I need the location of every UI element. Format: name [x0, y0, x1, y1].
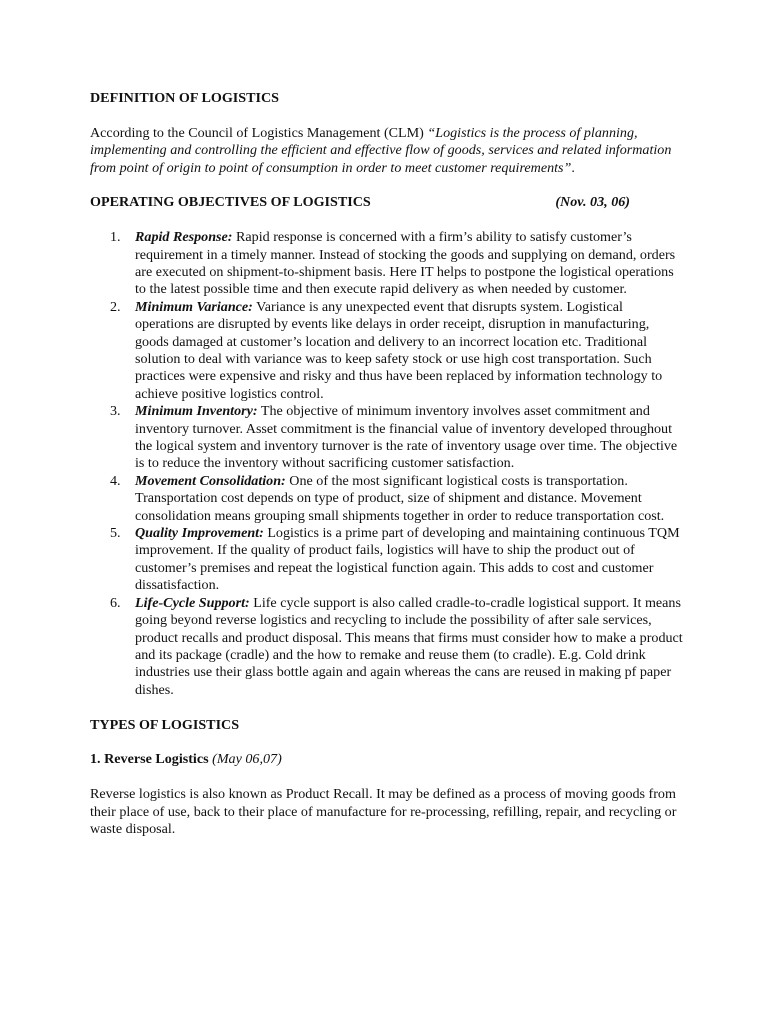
- item-number: 1.: [110, 229, 121, 246]
- document-page: [90, 87, 683, 838]
- item-text: Rapid response is concerned with a firm’s ability to satisfy customer’s requirement in a timely manner. Instead of stocking the goods and supplying on demand, orders are executed on shipment-to-shipment basis. Here IT helps to postpone the logistical operations to the latest possible time and then execute rapid delivery as when needed by customer.: [135, 229, 676, 298]
- item-number: 4.: [110, 472, 121, 489]
- objective-item: [90, 403, 683, 473]
- item-text: One of the most significant logistical costs is transportation. Transportation cost depends on type of product, size of shipment and distance. Movement consolidation means grouping small shipments together in order to reduce transportation cost.: [135, 472, 665, 524]
- spacer: [90, 107, 680, 124]
- definition-end: .: [571, 159, 575, 176]
- reverse-logistics-heading: [90, 751, 680, 768]
- objectives-heading: OPERATING OBJECTIVES OF LOGISTICS: [90, 194, 371, 211]
- item-term: Life-Cycle Support:: [135, 594, 250, 611]
- objective-item: [90, 595, 683, 699]
- item-term: Rapid Response:: [135, 229, 233, 246]
- objectives-list: [90, 229, 683, 699]
- item-text: Life cycle support is also called cradle-to-cradle logistical support. It means going beyond reverse logistics and recycling to include the possibility of after sale services, product recalls and product disposal. This means that firms must consider how to make a product and its package (cradle) and the how to remake and reuse them (to cradle). E.g. Cold drink industries use their glass bottle again and again whereas the cans are reused in making pf paper dishes.: [135, 594, 683, 698]
- item-text: Logistics is a prime part of developing and maintaining continuous TQM improvement. If the quality of product fails, logistics will have to ship the product out of customer’s premises and repeat the logistical function again. This adds to cost and customer dissatisfaction.: [135, 525, 680, 594]
- spacer: [90, 769, 680, 786]
- objective-item: [90, 525, 683, 595]
- objective-item: [90, 229, 683, 299]
- spacer: [90, 177, 680, 194]
- item-number: 2.: [110, 298, 121, 315]
- objectives-exam-date: (Nov. 03, 06): [555, 194, 630, 211]
- item-text: Variance is any unexpected event that disrupts system. Logistical operations are disrupted by events like delays in order receipt, disruption in manufacturing, goods damaged at customer’s location and delivery to an incorrect location etc. Traditional solution to deal with variance was to keep safety stock or use high cost transportation. Such practices were expensive and risky and thus have been replaced by information technology to achieve positive logistics control.: [135, 298, 663, 402]
- item-term: Quality Improvement:: [135, 525, 264, 542]
- types-heading: TYPES OF LOGISTICS: [90, 716, 240, 733]
- objectives-heading-row: [90, 194, 630, 211]
- definition-intro: According to the Council of Logistics Management (CLM): [90, 124, 428, 141]
- objective-item: [90, 473, 683, 525]
- reverse-logistics-title: 1. Reverse Logistics: [90, 751, 209, 768]
- item-number: 6.: [110, 594, 121, 611]
- spacer: [90, 699, 680, 716]
- objective-item: [90, 299, 683, 403]
- item-term: Minimum Variance:: [135, 298, 253, 315]
- spacer: [90, 212, 680, 229]
- spacer: [90, 734, 680, 751]
- definition-quote: “Logistics is the process of planning, implementing and controlling the efficient and effective flow of goods, services and related information from point of origin to point of consumption in order to meet customer requirements”: [90, 124, 672, 176]
- definition-paragraph: [90, 125, 680, 177]
- item-text: The objective of minimum inventory involves asset commitment and inventory turnover. Asset commitment is the financial value of inventory developed throughout the logical system and inventory turnover is the rate of inventory usage over time. The objective is to reduce the inventory without sacrificing customer satisfaction.: [135, 403, 678, 472]
- definition-heading: DEFINITION OF LOGISTICS: [90, 90, 280, 106]
- item-number: 5.: [110, 525, 121, 542]
- reverse-logistics-paragraph: Reverse logistics is also known as Product Recall. It may be defined as a process of moving goods from their place of use, back to their place of manufacture for re-processing, refilling, repair, and recycling or waste disposal.: [90, 786, 677, 837]
- item-term: Movement Consolidation:: [135, 472, 286, 489]
- item-number: 3.: [110, 403, 121, 420]
- reverse-logistics-exam-date: (May 06,07): [212, 751, 282, 768]
- item-term: Minimum Inventory:: [135, 403, 258, 420]
